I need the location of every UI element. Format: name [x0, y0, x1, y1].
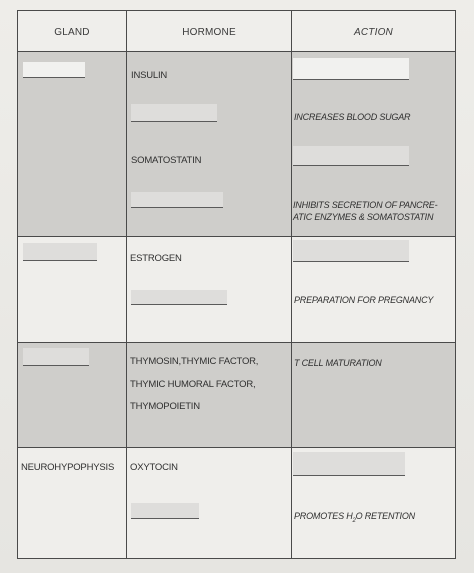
row1-hormone-blank-1[interactable]	[131, 104, 217, 122]
row4-hormone-oxytocin: OXYTOCIN	[130, 462, 178, 473]
row1-action-blank-1[interactable]	[293, 58, 409, 80]
header-hormone: HORMONE	[182, 27, 236, 38]
row1-action-2b: ATIC ENZYMES & SOMATOSTATIN	[293, 212, 434, 222]
row2-action-blank[interactable]	[293, 240, 409, 262]
row3-hormone-3: THYMOPOIETIN	[130, 401, 200, 412]
row4-hormone-blank[interactable]	[131, 503, 199, 519]
row1-action-blank-2[interactable]	[293, 146, 409, 166]
row1-action-1: INCREASES BLOOD SUGAR	[294, 112, 411, 122]
row4-action-blank[interactable]	[293, 452, 405, 476]
row1-gland-blank[interactable]	[23, 62, 85, 78]
row2-action-1: PREPARATION FOR PREGNANCY	[294, 295, 434, 305]
row3-hormone-1: THYMOSIN,THYMIC FACTOR,	[130, 356, 259, 367]
row2-hormone-estrogen: ESTROGEN	[130, 253, 182, 264]
row1-hormone-somatostatin: SOMATOSTATIN	[131, 155, 202, 166]
row1-action-2a: INHIBITS SECRETION OF PANCRE-	[293, 200, 438, 210]
row3-gland-blank[interactable]	[23, 348, 89, 366]
header-gland: GLAND	[54, 27, 90, 38]
row3-hormone-2: THYMIC HUMORAL FACTOR,	[130, 379, 256, 390]
row4-action-1: PROMOTES $H_2O$ RETENTION	[294, 511, 415, 524]
row2-gland-blank[interactable]	[23, 243, 97, 261]
header-action: ACTION	[354, 27, 393, 38]
row1-gland-cell	[17, 51, 127, 237]
row4-gland-label: NEUROHYPOPHYSIS	[21, 462, 115, 473]
row3-action-1: T CELL MATURATION	[294, 358, 382, 368]
row2-hormone-blank[interactable]	[131, 290, 227, 305]
row1-hormone-blank-2[interactable]	[131, 192, 223, 208]
row1-hormone-insulin: INSULIN	[131, 70, 168, 81]
